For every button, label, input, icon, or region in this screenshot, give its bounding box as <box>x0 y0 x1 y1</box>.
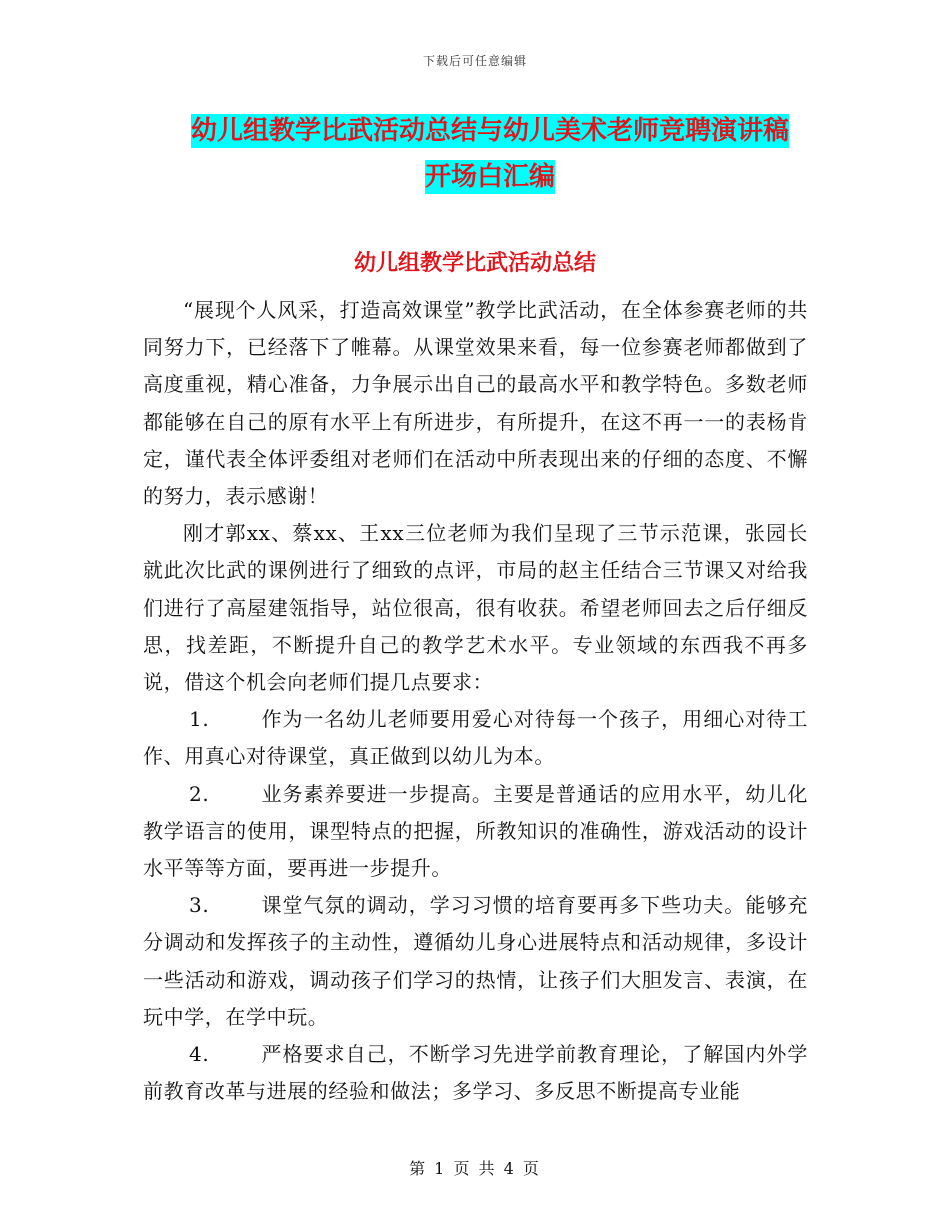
list-item-text: 业务素养要进一步提高。主要是普通话的应用水平，幼儿化教学语言的使用，课型特点的把握，所教知识的准确性，游戏活动的设计水平等等方面，要再进一步提升。 <box>143 781 808 881</box>
list-item-number: 4. <box>189 1042 210 1067</box>
title-line-2: 开场白汇编 <box>424 162 555 192</box>
list-item-text: 课堂气氛的调动，学习习惯的培育要再多下些功夫。能够充分调动和发挥孩子的主动性，遵循幼儿身心进展特点和活动规律，多设计一些活动和游戏，调动孩子们学习的热情，让孩子们大胆发言、表演，在玩中学，在学中玩。 <box>143 893 808 1029</box>
list-item <box>143 776 808 888</box>
title-line-1: 幼儿组教学比武活动总结与幼儿美术老师竞聘演讲稿 <box>190 116 789 146</box>
list-item-number: 2. <box>189 781 210 806</box>
list-item-number: 3. <box>189 893 210 918</box>
page-header-note: 下载后可任意编辑 <box>422 54 527 68</box>
list-item <box>143 1036 808 1110</box>
page-number: 第 1 页 共 4 页 <box>409 1159 541 1178</box>
document-body <box>143 292 808 1110</box>
list-item <box>143 701 808 775</box>
list-item-text: 作为一名幼儿老师要用爱心对待每一个孩子，用细心对待工作、用真心对待课堂，真正做到以幼儿为本。 <box>143 707 808 769</box>
list-item-number: 1. <box>189 707 210 732</box>
section-heading: 幼儿组教学比武活动总结 <box>353 251 596 276</box>
list-item-text: 严格要求自己，不断学习先进学前教育理论，了解国内外学前教育改革与进展的经验和做法；多学习、多反思不断提高专业能 <box>143 1042 808 1104</box>
body-paragraph: 刚才郭xx、蔡xx、王xx三位老师为我们呈现了三节示范课，张园长就此次比武的课例进行了细致的点评，市局的赵主任结合三节课又对给我们进行了高屋建瓴指导，站位很高，很有收获。希望老师回去之后仔细反思，找差距，不断提升自己的教学艺术水平。专业领域的东西我不再多说，借这个机会向老师们提几点要求： <box>143 521 808 695</box>
document-title <box>140 108 840 200</box>
body-paragraph: “展现个人风采，打造高效课堂”教学比武活动，在全体参赛老师的共同努力下，已经落下了帷幕。从课堂效果来看，每一位参赛老师都做到了高度重视，精心准备，力争展示出自己的最高水平和教学特色。多数老师都能够在自己的原有水平上有所进步，有所提升，在这不再一一的表杨肯定，谨代表全体评委组对老师们在活动中所表现出来的仔细的态度、不懈的努力，表示感谢！ <box>143 298 808 509</box>
list-item <box>143 887 808 1036</box>
